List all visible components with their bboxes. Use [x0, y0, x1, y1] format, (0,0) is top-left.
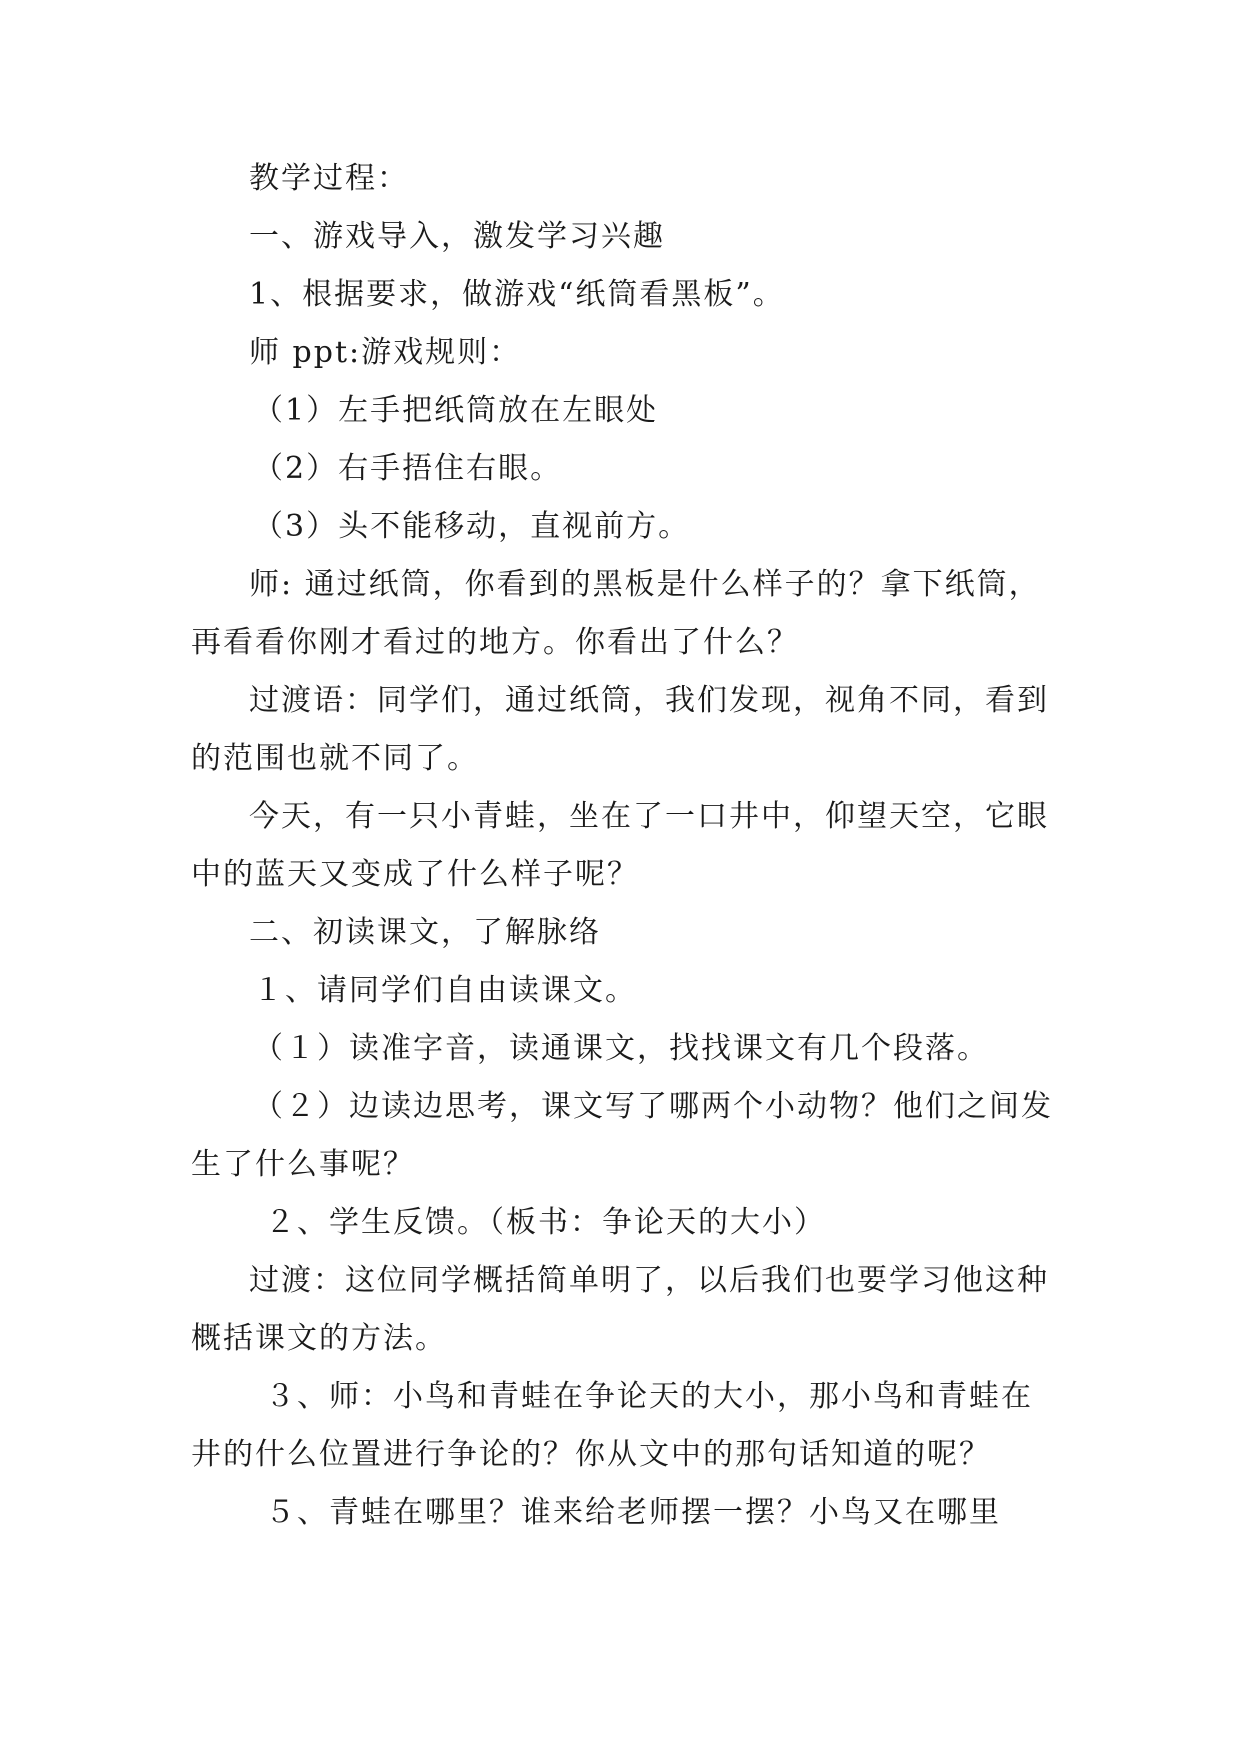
list-item: ３、师：小鸟和青蛙在争论天的大小，那小鸟和青蛙在井的什么位置进行争论的？你从文中的那句话知道的呢？ — [191, 1379, 1033, 1472]
list-item: （1）左手把纸筒放在左眼处 — [253, 393, 659, 428]
heading-teaching-process: 教学过程： — [249, 161, 409, 196]
paragraph: 今天，有一只小青蛙，坐在了一口井中，仰望天空，它眼中的蓝天又变成了什么样子呢？ — [191, 799, 1049, 892]
list-item: （2）右手捂住右眼。 — [253, 451, 563, 486]
list-item: １、请同学们自由读课文。 — [253, 973, 637, 1008]
section-heading-2: 二、初读课文，了解脉络 — [249, 915, 601, 950]
document-body — [191, 150, 1053, 1542]
section-heading-1: 一、游戏导入，激发学习兴趣 — [249, 219, 665, 254]
paragraph: 1、根据要求，做游戏“纸筒看黑板”。 — [249, 277, 785, 312]
list-item: ２、学生反馈。（板书：争论天的大小） — [265, 1205, 826, 1240]
list-item: （２）边读边思考，课文写了哪两个小动物？他们之间发生了什么事呢？ — [191, 1089, 1053, 1182]
list-item: ５、青蛙在哪里？谁来给老师摆一摆？小鸟又在哪里 — [265, 1495, 1001, 1530]
list-item: （3）头不能移动，直视前方。 — [253, 509, 691, 544]
paragraph: 过渡语：同学们，通过纸筒，我们发现，视角不同，看到的范围也就不同了。 — [191, 683, 1049, 776]
paragraph: 过渡：这位同学概括简单明了，以后我们也要学习他这种概括课文的方法。 — [191, 1263, 1049, 1356]
list-item: （１）读准字音，读通课文，找找课文有几个段落。 — [253, 1031, 989, 1066]
paragraph: 师: 通过纸筒，你看到的黑板是什么样子的？拿下纸筒，再看看你刚才看过的地方。你看出了什么？ — [191, 567, 1041, 660]
paragraph: 师 ppt:游戏规则： — [249, 335, 522, 370]
